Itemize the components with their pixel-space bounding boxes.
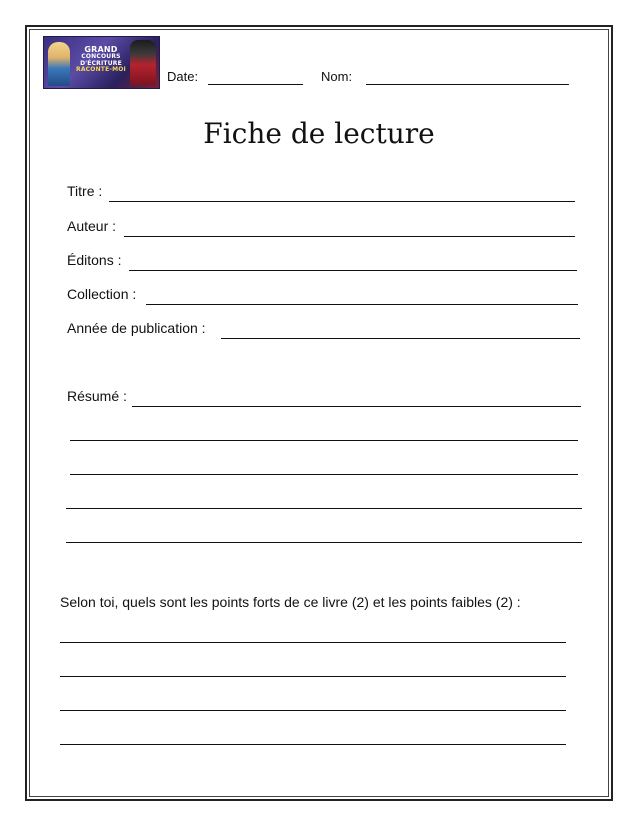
resume-line-5[interactable] (66, 542, 582, 543)
logo-text (72, 46, 130, 74)
answer-line-3[interactable] (60, 710, 566, 711)
resume-line-2[interactable] (70, 440, 578, 441)
logo-line-2: CONCOURS (81, 53, 121, 60)
collection-field[interactable] (146, 304, 578, 305)
answer-line-4[interactable] (60, 744, 566, 745)
titre-label: Titre : (67, 183, 103, 199)
editions-field[interactable] (129, 270, 577, 271)
titre-field[interactable] (109, 201, 575, 202)
editions-label: Éditons : (67, 252, 122, 268)
logo-singer-figure (48, 42, 70, 86)
name-label: Nom: (321, 69, 353, 84)
resume-line-1[interactable] (132, 406, 581, 407)
page-title: Fiche de lecture (203, 117, 435, 150)
date-field[interactable] (208, 84, 303, 85)
annee-field[interactable] (221, 338, 580, 339)
answer-line-2[interactable] (60, 676, 566, 677)
logo-line-4: RACONTE-MOI (76, 66, 126, 73)
resume-line-3[interactable] (70, 474, 578, 475)
answer-line-1[interactable] (60, 642, 566, 643)
logo-line-3: D'ÉCRITURE (80, 59, 122, 67)
name-field[interactable] (366, 84, 569, 85)
resume-label: Résumé : (67, 388, 127, 404)
strengths-weaknesses-question: Selon toi, quels sont les points forts de ce livre (2) et les points faibles (2) : (60, 594, 521, 610)
collection-label: Collection : (67, 286, 137, 302)
logo-hockey-player-figure (130, 40, 156, 85)
resume-line-4[interactable] (66, 508, 582, 509)
contest-logo (43, 36, 160, 89)
annee-label: Année de publication : (67, 320, 206, 336)
date-label: Date: (167, 69, 199, 84)
logo-line-1: GRAND (84, 45, 118, 54)
auteur-field[interactable] (124, 236, 575, 237)
auteur-label: Auteur : (67, 218, 117, 234)
